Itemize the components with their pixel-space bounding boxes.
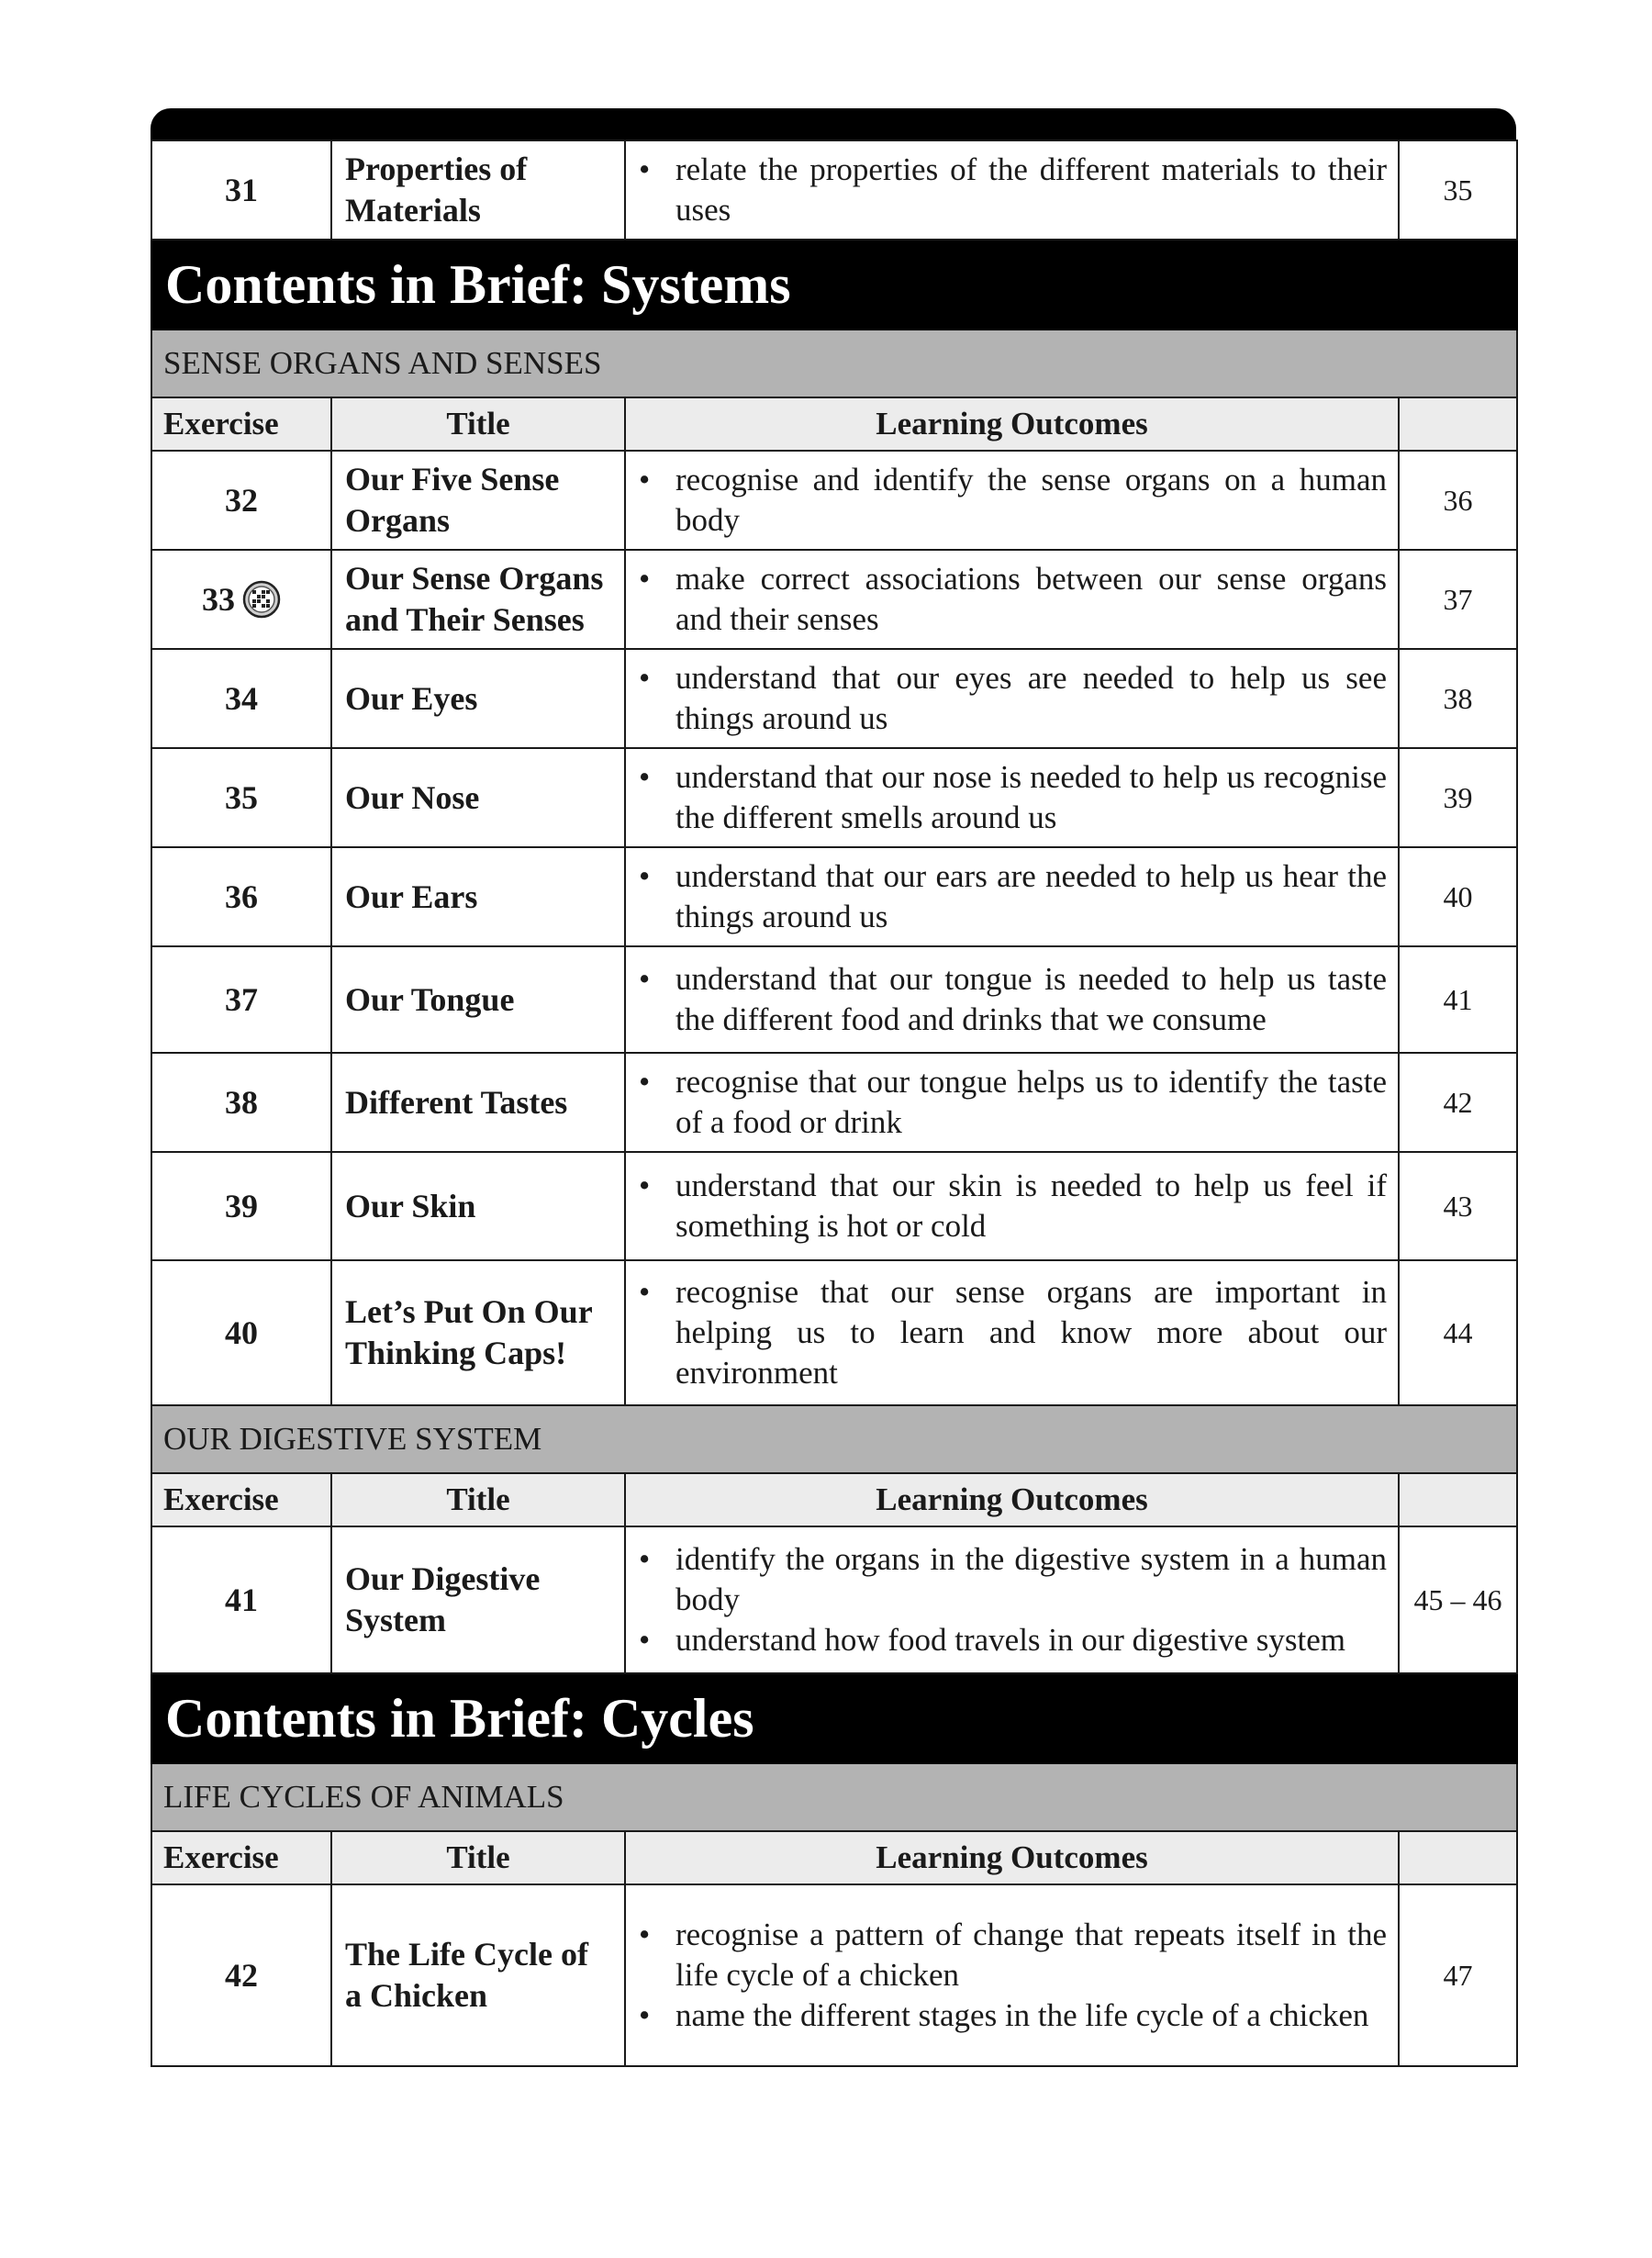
outcome-item: • understand that our skin is needed to help us feel if something is hot or cold	[639, 1166, 1387, 1246]
header-exercise: Exercise	[151, 1831, 331, 1884]
learning-outcomes	[625, 1053, 1399, 1152]
page-number: 40	[1399, 847, 1517, 946]
exercise-title	[331, 1526, 625, 1673]
page-number: 47	[1399, 1884, 1517, 2066]
outcome-item: • recognise a pattern of change that repeats itself in the life cycle of a chicken	[639, 1915, 1387, 1995]
exercise-number: 35	[151, 748, 331, 847]
title-line: Our Five Sense	[345, 461, 560, 497]
title-line: Our Nose	[345, 778, 480, 816]
header-page	[1399, 1831, 1517, 1884]
page-number: 45 – 46	[1399, 1526, 1517, 1673]
learning-outcomes	[625, 847, 1399, 946]
title-line: Our Skin	[345, 1187, 476, 1224]
exercise-number: 32	[151, 451, 331, 550]
outcome-item: • name the different stages in the life cycle of a chicken	[639, 1995, 1387, 2036]
table-row	[151, 1053, 1517, 1152]
page-number: 44	[1399, 1260, 1517, 1405]
section-heading-row	[151, 1673, 1517, 1763]
crossword-puzzle-icon	[242, 580, 281, 619]
subsection-row	[151, 1405, 1517, 1473]
table-row	[151, 1526, 1517, 1673]
exercise-title	[331, 550, 625, 649]
exercise-title	[331, 1260, 625, 1405]
learning-outcomes	[625, 1260, 1399, 1405]
title-line: and Their Senses	[345, 601, 585, 638]
exercise-number: 39	[151, 1152, 331, 1260]
table-row	[151, 140, 1517, 240]
page-number: 38	[1399, 649, 1517, 748]
title-line: Let’s Put On Our	[345, 1293, 593, 1330]
outcome-item: • understand that our ears are needed to help us hear the things around us	[639, 856, 1387, 937]
subsection-heading: LIFE CYCLES OF ANIMALS	[151, 1763, 1517, 1831]
learning-outcomes	[625, 1152, 1399, 1260]
section-heading: Contents in Brief: Cycles	[151, 1673, 1517, 1763]
outcome-item: • understand that our nose is needed to help us recognise the different smells around us	[639, 757, 1387, 838]
page-number: 36	[1399, 451, 1517, 550]
title-line: Our Digestive	[345, 1560, 541, 1597]
exercise-title	[331, 1884, 625, 2066]
outcome-item: • understand how food travels in our digestive system	[639, 1620, 1387, 1660]
page-number: 39	[1399, 748, 1517, 847]
section-heading-row	[151, 240, 1517, 330]
contents-page	[151, 108, 1516, 2067]
page-number: 37	[1399, 550, 1517, 649]
header-page	[1399, 1473, 1517, 1526]
table-row	[151, 1152, 1517, 1260]
exercise-title	[331, 946, 625, 1053]
exercise-number: 31	[151, 140, 331, 240]
title-line: Properties of	[345, 151, 528, 187]
table-row	[151, 1884, 1517, 2066]
header-outcomes: Learning Outcomes	[625, 1831, 1399, 1884]
outcome-item: • recognise and identify the sense organs on a human body	[639, 460, 1387, 541]
table-row	[151, 748, 1517, 847]
table-top-cap	[151, 108, 1516, 140]
table-row	[151, 847, 1517, 946]
title-line: Thinking Caps!	[345, 1335, 567, 1371]
table-row	[151, 946, 1517, 1053]
header-outcomes: Learning Outcomes	[625, 397, 1399, 451]
column-header-row	[151, 1473, 1517, 1526]
title-line: The Life Cycle of	[345, 1936, 588, 1973]
learning-outcomes	[625, 649, 1399, 748]
exercise-number: 36	[151, 847, 331, 946]
table-row	[151, 649, 1517, 748]
exercise-title	[331, 1152, 625, 1260]
title-line: Organs	[345, 502, 451, 539]
learning-outcomes	[625, 748, 1399, 847]
page-number: 41	[1399, 946, 1517, 1053]
exercise-title	[331, 1053, 625, 1152]
header-title: Title	[331, 1831, 625, 1884]
header-title: Title	[331, 1473, 625, 1526]
learning-outcomes	[625, 550, 1399, 649]
contents-table	[151, 140, 1518, 2067]
learning-outcomes	[625, 946, 1399, 1053]
table-row	[151, 451, 1517, 550]
title-line: Our Ears	[345, 877, 478, 915]
exercise-number	[151, 550, 331, 649]
title-line: a Chicken	[345, 1977, 488, 2014]
exercise-number: 41	[151, 1526, 331, 1673]
title-line: Our Eyes	[345, 679, 478, 717]
exercise-number: 38	[151, 1053, 331, 1152]
outcome-item: • recognise that our sense organs are important in helping us to learn and know more about our environment	[639, 1272, 1387, 1393]
learning-outcomes	[625, 1884, 1399, 2066]
exercise-number: 37	[151, 946, 331, 1053]
title-line: Our Sense Organs	[345, 560, 604, 597]
header-exercise: Exercise	[151, 397, 331, 451]
exercise-title	[331, 451, 625, 550]
exercise-number: 42	[151, 1884, 331, 2066]
table-row	[151, 1260, 1517, 1405]
subsection-heading: OUR DIGESTIVE SYSTEM	[151, 1405, 1517, 1473]
subsection-row	[151, 330, 1517, 397]
exercise-number-text: 33	[202, 581, 235, 618]
sense-organs-rows	[151, 451, 1517, 1405]
page-number: 42	[1399, 1053, 1517, 1152]
subsection-heading: SENSE ORGANS AND SENSES	[151, 330, 1517, 397]
subsection-row	[151, 1763, 1517, 1831]
learning-outcomes	[625, 451, 1399, 550]
column-header-row	[151, 1831, 1517, 1884]
exercise-title	[331, 748, 625, 847]
outcome-item: • understand that our eyes are needed to help us see things around us	[639, 658, 1387, 739]
header-exercise: Exercise	[151, 1473, 331, 1526]
page-number: 35	[1399, 140, 1517, 240]
exercise-title	[331, 140, 625, 240]
outcome-item: • understand that our tongue is needed to help us taste the different food and drinks that we consume	[639, 959, 1387, 1040]
title-line: Our Tongue	[345, 980, 515, 1018]
title-line: Materials	[345, 192, 481, 229]
exercise-title	[331, 649, 625, 748]
header-outcomes: Learning Outcomes	[625, 1473, 1399, 1526]
page-number: 43	[1399, 1152, 1517, 1260]
exercise-number: 40	[151, 1260, 331, 1405]
exercise-title	[331, 847, 625, 946]
outcome-item: • make correct associations between our sense organs and their senses	[639, 559, 1387, 640]
title-line: Different Tastes	[345, 1083, 568, 1121]
header-title: Title	[331, 397, 625, 451]
learning-outcomes	[625, 1526, 1399, 1673]
section-heading: Contents in Brief: Systems	[151, 240, 1517, 330]
exercise-number: 34	[151, 649, 331, 748]
outcome-item: • identify the organs in the digestive system in a human body	[639, 1539, 1387, 1620]
header-page	[1399, 397, 1517, 451]
outcome-item: • relate the properties of the different materials to their uses	[639, 150, 1387, 230]
table-row	[151, 550, 1517, 649]
title-line: System	[345, 1602, 446, 1638]
outcome-item: • recognise that our tongue helps us to identify the taste of a food or drink	[639, 1062, 1387, 1143]
learning-outcomes	[625, 140, 1399, 240]
column-header-row	[151, 397, 1517, 451]
